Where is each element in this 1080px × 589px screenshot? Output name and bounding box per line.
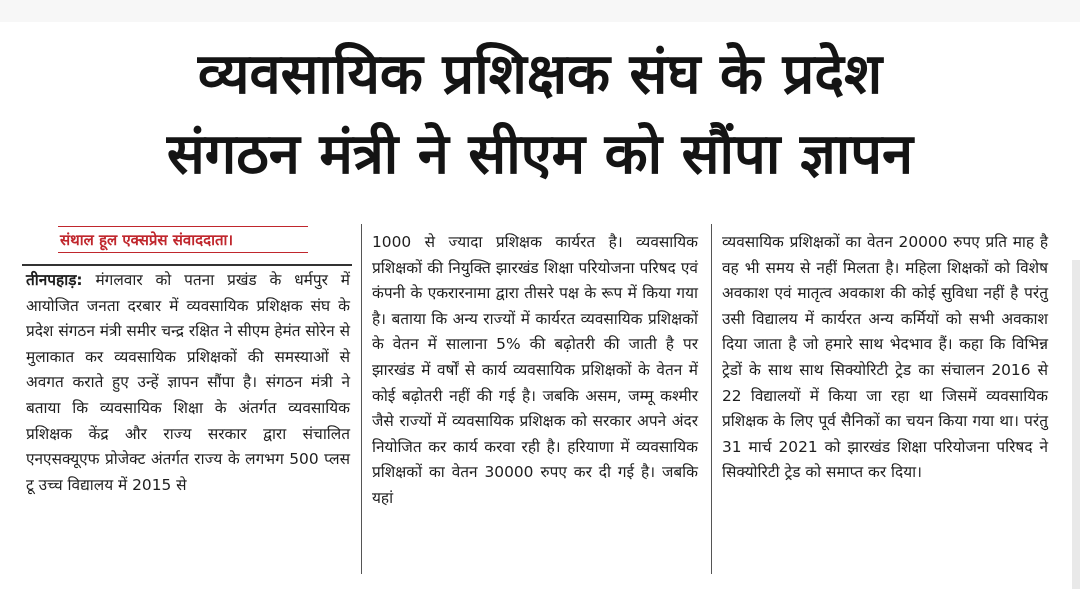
byline-rule-top [58,226,308,227]
article-column-2 [372,230,698,512]
top-margin-strip [0,0,1080,22]
section-divider [22,264,352,266]
byline-rule-bottom [58,252,308,253]
headline-line-2: संगठन मंत्री ने सीएम को सौंपा ज्ञापन [166,122,914,187]
dateline: तीनपहाड़: [26,271,83,289]
byline: संथाल हूल एक्सप्रेस संवाददाता। [60,231,234,249]
column-1-text: मंगलवार को पतना प्रखंड के धर्मपुर में आयोजित जनता दरबार में व्यवसायिक प्रशिक्षक संघ के प्रदेश संगठन मंत्री समीर चन्द्र रक्षित ने सीएम हेमंत सोरेन से मुलाकात कर व्यवसायिक प्रशिक्षकों की समस्याओं से अवगत कराते हुए उन्हें ज्ञापन सौंपा है। संगठन मंत्री ने बताया कि व्यवसायिक शिक्षा के अंतर्गत व्यवसायिक प्रशिक्षक केंद्र और राज्य सरकार द्वारा संचालित एनएसक्यूएफ प्रोजेक्ट अंतर्गत राज्य के लगभग 500 प्लस टू उच्च विद्यालय में 2015 से [26,271,350,494]
column-rule-1 [361,224,362,574]
article-column-3 [722,230,1048,486]
page-edge-shadow [1072,260,1080,589]
article-column-1 [26,268,350,498]
column-3-text: व्यवसायिक प्रशिक्षकों का वेतन 20000 रुपए प्रति माह है वह भी समय से नहीं मिलता है। महिला शिक्षकों को विशेष अवकाश एवं मातृत्व अवकाश की कोई सुविधा नहीं है परंतु उसी विद्यालय में कार्यरत अन्य कर्मियों को सभी अवकाश दिया जाता है जो हमारे साथ भेदभाव हैं। कहा कि विभिन्न ट्रेडों के साथ साथ सिक्योरिटी ट्रेड का संचालन 2016 से 22 विद्यालयों में किया जा रहा था जिसमें व्यवसायिक प्रशिक्षक के लिए पूर्व सैनिकों का चयन किया गया था। परंतु 31 मार्च 2021 को झारखंड शिक्षा परियोजना परिषद ने सिक्योरिटी ट्रेड को समाप्त कर दिया। [722,233,1048,482]
headline-line-1: व्यवसायिक प्रशिक्षक संघ के प्रदेश [197,42,883,107]
column-rule-2 [711,224,712,574]
column-2-text: 1000 से ज्यादा प्रशिक्षक कार्यरत है। व्यवसायिक प्रशिक्षकों की नियुक्ति झारखंड शिक्षा परियोजना परिषद एवं कंपनी के एकरारनामा द्वारा तीसरे पक्ष के रूप में किया गया है। बताया कि अन्य राज्यों में कार्यरत व्यवसायिक प्रशिक्षकों के वेतन में सालाना 5% की बढ़ोतरी की जाती है पर झारखंड में वर्षों से कार्य व्यवसायिक प्रशिक्षकों के वेतन में कोई बढ़ोतरी नहीं की गई है। जबकि असम, जम्मू कश्मीर जैसे राज्यों में व्यवसायिक प्रशिक्षक को सरकार अपने अंदर नियोजित कर कार्य करवा रही है। हरियाणा में व्यवसायिक प्रशिक्षकों का वेतन 30000 रुपए कर दी गई है। जबकि यहां [372,233,698,507]
